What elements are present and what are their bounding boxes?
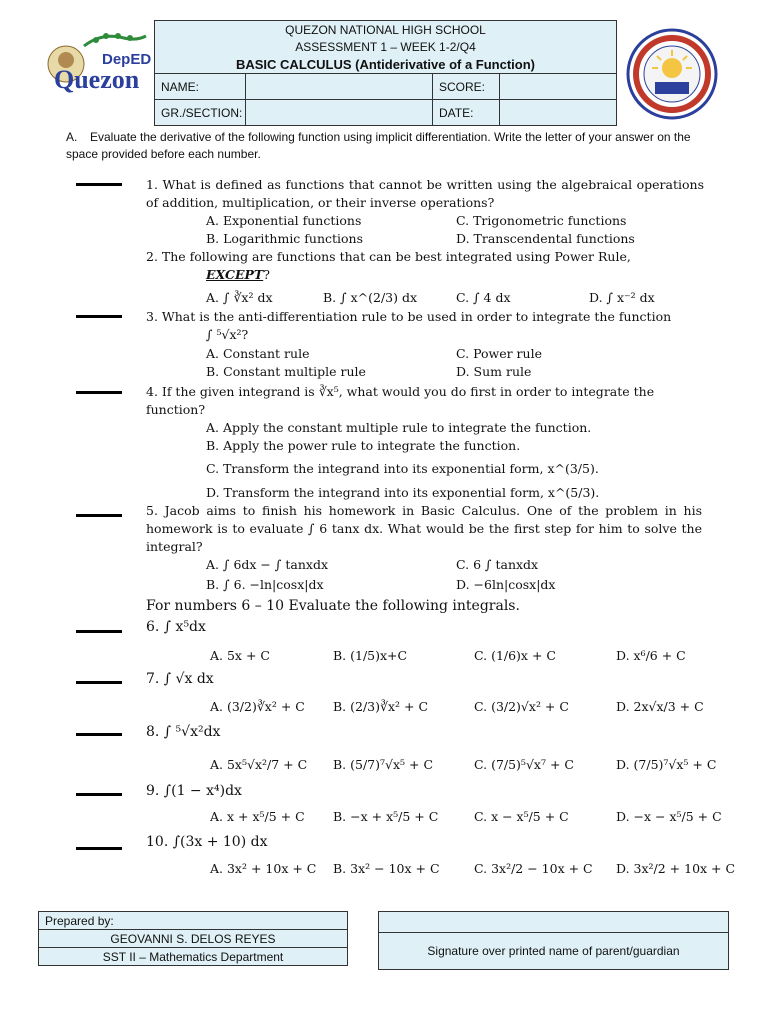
question-1-text: 1. What is defined as functions that cannot be written using the algebraical operations of addition, multiplication, or their inverse operations? (146, 177, 704, 210)
q7-option-c: C. (3/2)√x² + C (474, 699, 569, 714)
q6-option-d: D. x⁶/6 + C (616, 648, 686, 663)
preparer-position: SST II – Mathematics Department (39, 948, 348, 966)
parent-signature-field[interactable] (379, 912, 729, 933)
section-2-heading: For numbers 6 – 10 Evaluate the following integrals. (146, 598, 520, 614)
q4-option-c: C. Transform the integrand into its exponential form, x^(3/5). (206, 461, 599, 476)
q5-option-d: D. −6ln|cosx|dx (456, 577, 556, 592)
question-4-expr: ∛x⁵ (318, 384, 339, 399)
instructions-letter: A. (66, 130, 78, 144)
header-title-block (155, 21, 617, 74)
question-3-text: 3. What is the anti-differentiation rule to be used in order to integrate the function (146, 309, 672, 324)
q7-option-d: D. 2x√x/3 + C (616, 699, 704, 714)
q1-option-d: D. Transcendental functions (456, 231, 635, 246)
parent-signature-table (378, 911, 729, 970)
q5-option-a: A. ∫ 6dx − ∫ tanxdx (206, 557, 328, 572)
subject-title: BASIC CALCULUS (Antiderivative of a Function) (235, 56, 535, 72)
question-2 (146, 248, 704, 284)
q7-option-a: A. (3/2)∛x² + C (210, 699, 305, 714)
q1-option-a: A. Exponential functions (206, 213, 362, 228)
question-4-text-after: , what would you do first in order to integrate the function? (146, 384, 655, 417)
q3-option-c: C. Power rule (456, 346, 542, 361)
q2-option-a: A. ∫ ∛x² dx (206, 290, 273, 305)
q9-option-a: A. x + x⁵/5 + C (210, 809, 305, 824)
q3-option-a: A. Constant rule (206, 346, 310, 361)
q3-option-d: D. Sum rule (456, 364, 532, 379)
date-field[interactable] (500, 100, 617, 126)
section-field[interactable] (246, 100, 433, 126)
question-2-except: EXCEPT (206, 267, 264, 282)
score-field[interactable] (500, 74, 617, 100)
answer-blank-1[interactable] (76, 183, 122, 186)
answer-blank-4[interactable] (76, 391, 122, 394)
q5-option-b: B. ∫ 6. −ln|cosx|dx (206, 577, 324, 592)
preparer-name: GEOVANNI S. DELOS REYES (39, 930, 348, 948)
date-label: DATE: (433, 100, 500, 126)
q10-option-d: D. 3x²/2 + 10x + C (616, 861, 736, 876)
q1-option-b: B. Logarithmic functions (206, 231, 364, 246)
answer-blank-5[interactable] (76, 514, 122, 517)
answer-blank-9[interactable] (76, 793, 122, 796)
answer-blank-10[interactable] (76, 847, 122, 850)
header-table (154, 20, 617, 126)
section-label: GR./SECTION: (155, 100, 246, 126)
q5-option-c: C. 6 ∫ tanxdx (456, 557, 539, 572)
question-3-expr: ∫ ⁵√x²? (206, 327, 249, 342)
instructions-text: Evaluate the derivative of the following function using implicit differentiation. Write the letter of your answer on the space provided before each number. (66, 130, 691, 161)
question-3 (146, 308, 706, 344)
q9-option-b: B. −x + x⁵/5 + C (333, 809, 439, 824)
q4-option-a: A. Apply the constant multiple rule to integrate the function. (206, 420, 592, 435)
instructions (66, 129, 716, 163)
q2-option-d: D. ∫ x⁻² dx (589, 290, 655, 305)
q10-option-a: A. 3x² + 10x + C (210, 861, 317, 876)
q8-option-c: C. (7/5)⁵√x⁷ + C (474, 757, 574, 772)
answer-blank-8[interactable] (76, 733, 122, 736)
integral-9-label: 9. ∫(1 − x⁴)dx (146, 783, 242, 799)
q4-option-d: D. Transform the integrand into its exponential form, x^(5/3). (206, 485, 600, 500)
integral-10-label: 10. ∫(3x + 10) dx (146, 834, 268, 850)
answer-blank-3[interactable] (76, 315, 122, 318)
score-label: SCORE: (433, 74, 500, 100)
q4-option-b: B. Apply the power rule to integrate the function. (206, 438, 521, 453)
logo-text-deped: DepED (102, 51, 152, 68)
q6-option-c: C. (1/6)x + C (474, 648, 556, 663)
question-2-text: 2. The following are functions that can be best integrated using Power Rule, (146, 249, 631, 264)
deped-quezon-logo (44, 20, 154, 128)
school-name: QUEZON NATIONAL HIGH SCHOOL (285, 22, 486, 37)
q1-option-c: C. Trigonometric functions (456, 213, 627, 228)
answer-blank-6[interactable] (76, 630, 122, 633)
q8-option-b: B. (5/7)⁷√x⁵ + C (333, 757, 434, 772)
q6-option-b: B. (1/5)x+C (333, 648, 408, 663)
question-5-text: 5. Jacob aims to finish his homework in Basic Calculus. One of the problem in his homework is to evaluate ∫ 6 tanx dx. What would be the first step for him to solve the integral? (146, 503, 702, 554)
integral-6-label: 6. ∫ x⁵dx (146, 619, 206, 635)
question-4 (146, 383, 706, 419)
q9-option-c: C. x − x⁵/5 + C (474, 809, 569, 824)
question-4-text-before: 4. If the given integrand is (146, 384, 319, 399)
q10-option-c: C. 3x²/2 − 10x + C (474, 861, 593, 876)
q10-option-b: B. 3x² − 10x + C (333, 861, 440, 876)
question-5 (146, 502, 702, 556)
q2-option-b: B. ∫ x^(2/3) dx (323, 290, 418, 305)
q3-option-b: B. Constant multiple rule (206, 364, 366, 379)
q8-option-d: D. (7/5)⁷√x⁵ + C (616, 757, 717, 772)
assessment-title: ASSESSMENT 1 – WEEK 1-2/Q4 (295, 39, 476, 54)
question-2-mark: ? (263, 267, 270, 282)
prepared-by-table (38, 911, 348, 966)
name-field[interactable] (246, 74, 433, 100)
name-label: NAME: (155, 74, 246, 100)
q6-option-a: A. 5x + C (210, 648, 270, 663)
logo-text-quezon: Quezon (54, 65, 140, 94)
prepared-by-label: Prepared by: (39, 912, 348, 930)
school-seal-logo (617, 20, 727, 128)
parent-signature-label: Signature over printed name of parent/guardian (379, 933, 729, 970)
answer-blank-7[interactable] (76, 681, 122, 684)
q7-option-b: B. (2/3)∛x² + C (333, 699, 429, 714)
q2-option-c: C. ∫ 4 dx (456, 290, 511, 305)
question-1 (146, 176, 704, 212)
q9-option-d: D. −x − x⁵/5 + C (616, 809, 722, 824)
q8-option-a: A. 5x⁵√x²/7 + C (210, 757, 308, 772)
integral-8-label: 8. ∫ ⁵√x²dx (146, 724, 221, 740)
integral-7-label: 7. ∫ √x dx (146, 671, 214, 687)
